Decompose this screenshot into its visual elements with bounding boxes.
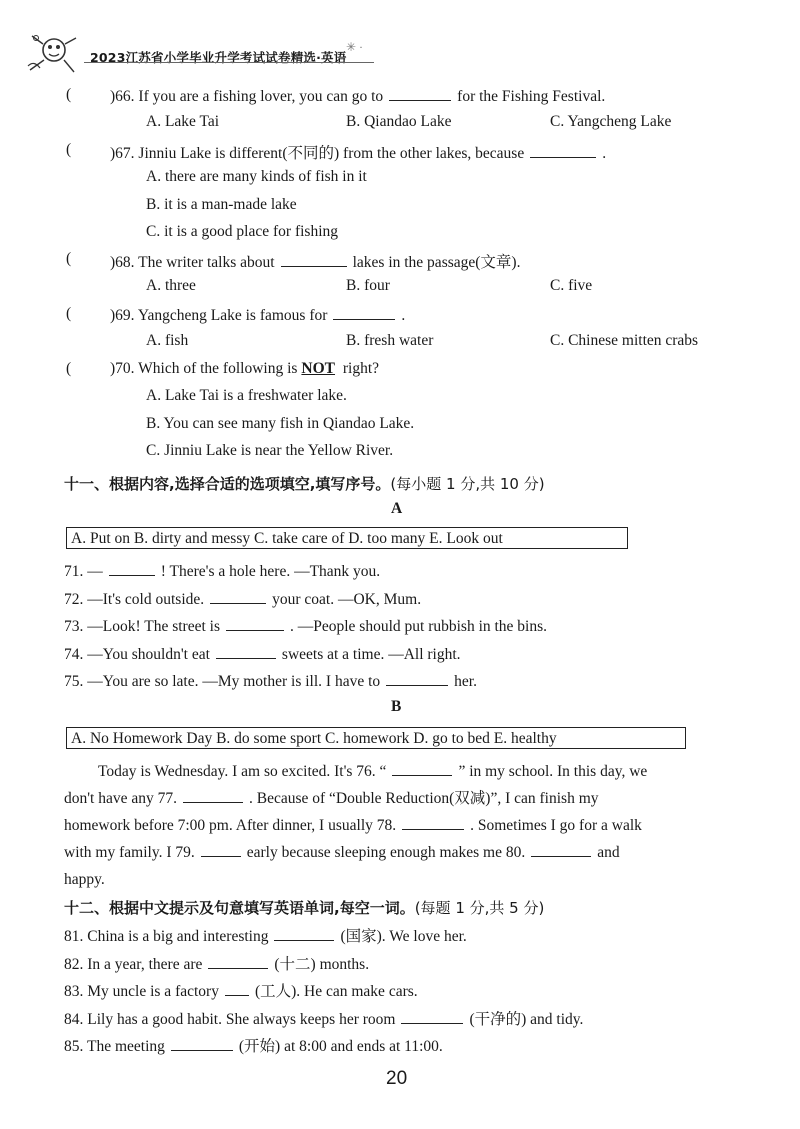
question-stem	[110, 360, 379, 378]
item-text: 73. —Look! The street is	[64, 618, 220, 635]
section11-part-b-label: B	[391, 698, 402, 715]
answer-blank[interactable]	[386, 671, 448, 686]
section11-title: 十一、根据内容,选择合适的选项填空,填写序号。(每小题 1 分,共 10 分)	[64, 475, 545, 493]
header-title: 2023江苏省小学毕业升学考试试卷精选·英语	[90, 50, 347, 65]
fill-item	[64, 952, 369, 974]
option-item[interactable]: A. fish	[146, 332, 189, 349]
option-item[interactable]: A. there are many kinds of fish in it	[146, 168, 367, 185]
option-item[interactable]: B. fresh water	[346, 332, 434, 349]
answer-blank[interactable]	[216, 644, 276, 659]
answer-blank[interactable]	[208, 954, 268, 969]
question-bracket[interactable]: (	[66, 141, 72, 158]
item-text: 81. China is a big and interesting	[64, 928, 269, 945]
passage-line	[64, 812, 642, 839]
stem-text: The writer talks about	[138, 254, 275, 271]
question-stem	[110, 141, 606, 163]
option-item[interactable]: B. four	[346, 277, 390, 294]
answer-blank[interactable]	[333, 305, 395, 320]
section11-part-a-word-box: A. Put on B. dirty and messy C. take care of D. too many E. Look out	[66, 527, 628, 549]
stem-text: Yangcheng Lake is famous for	[137, 307, 328, 324]
section11-part-b-word-box: A. No Homework Day B. do some sport C. homework D. go to bed E. healthy	[66, 727, 686, 749]
item-text: 83. My uncle is a factory	[64, 983, 219, 1000]
option-item[interactable]: A. Lake Tai is a freshwater lake.	[146, 387, 347, 404]
passage-text: don't have any 77.	[64, 790, 177, 807]
answer-blank[interactable]	[210, 589, 266, 604]
fill-item	[64, 1034, 443, 1056]
passage-line	[64, 866, 105, 893]
stem-text: Which of the following is	[138, 360, 298, 377]
answer-blank[interactable]	[226, 616, 284, 631]
item-text: (十二) months.	[274, 955, 370, 973]
passage-line	[64, 785, 599, 812]
question-stem	[110, 305, 405, 325]
passage-text: and	[597, 844, 620, 861]
answer-blank[interactable]	[183, 788, 243, 803]
stem-text: .	[602, 145, 607, 162]
item-text: 82. In a year, there are	[64, 955, 203, 973]
header-decoration-icon: ✳ ·	[346, 40, 364, 54]
stem-text: If you are a fishing lover, you can go to	[138, 88, 384, 105]
question-number: )70.	[110, 360, 139, 377]
option-item[interactable]: A. three	[146, 277, 196, 294]
answer-blank[interactable]	[274, 926, 334, 941]
page-number: 20	[386, 1068, 408, 1089]
fill-item	[64, 671, 477, 691]
option-item[interactable]: A. Lake Tai	[146, 113, 220, 130]
fill-item	[64, 589, 421, 609]
fill-item	[64, 644, 461, 664]
item-text: sweets at a time. —All right.	[281, 645, 461, 663]
item-text: . —People should put rubbish in the bins.	[289, 618, 548, 635]
stem-emphasis: NOT	[301, 360, 336, 377]
option-item[interactable]: B. it is a man-made lake	[146, 195, 297, 213]
fill-item	[64, 1007, 583, 1029]
passage-line	[64, 839, 620, 866]
option-item[interactable]: B. You can see many fish in Qiandao Lake.	[146, 414, 415, 432]
question-number: )67.	[110, 145, 139, 162]
answer-blank[interactable]	[531, 842, 591, 857]
item-text: (工人). He can make cars.	[254, 983, 418, 1000]
stem-text: lakes in the passage(文章).	[352, 254, 521, 271]
item-text: 71. —	[64, 563, 103, 580]
option-item[interactable]: C. Yangcheng Lake	[550, 113, 672, 130]
passage-text: early because sleeping enough makes me 80.	[246, 844, 526, 861]
passage-text: . Sometimes I go for a walk	[470, 817, 642, 834]
question-bracket[interactable]: (	[66, 250, 72, 267]
section12-title: 十二、根据中文提示及句意填写英语单词,每空一词。(每题 1 分,共 5 分)	[64, 899, 545, 917]
answer-blank[interactable]	[392, 761, 452, 776]
answer-blank[interactable]	[225, 981, 249, 996]
answer-blank[interactable]	[201, 842, 241, 857]
stem-text: right?	[342, 360, 380, 377]
option-item[interactable]: C. Chinese mitten crabs	[550, 332, 699, 349]
passage-text: . Because of “Double Reduction(双减)”, I can finish my	[249, 790, 599, 807]
passage-text: with my family. I 79.	[64, 844, 195, 861]
passage-text: happy.	[64, 871, 105, 888]
item-text: (开始) at 8:00 and ends at 11:00.	[238, 1038, 443, 1055]
question-number: )69.	[110, 307, 138, 324]
stem-text: .	[401, 307, 406, 324]
header-rule	[84, 62, 374, 63]
option-item[interactable]: B. Qiandao Lake	[346, 113, 452, 130]
question-bracket[interactable]: (	[66, 305, 72, 322]
question-bracket[interactable]: (	[66, 360, 72, 377]
fill-item	[64, 616, 547, 636]
item-text: 84. Lily has a good habit. She always keeps her room	[64, 1010, 396, 1028]
answer-blank[interactable]	[402, 815, 464, 830]
passage-text: homework before 7:00 pm. After dinner, I usually 78.	[64, 817, 397, 834]
item-text: her.	[454, 673, 477, 690]
answer-blank[interactable]	[530, 143, 596, 158]
item-text: (干净的) and tidy.	[469, 1010, 584, 1028]
item-text: ! There's a hole here. —Thank you.	[160, 563, 381, 580]
fill-item	[64, 561, 380, 581]
header-logo	[24, 30, 80, 76]
item-text: 75. —You are so late. —My mother is ill. I have to	[64, 673, 381, 690]
question-bracket[interactable]: (	[66, 86, 72, 103]
option-item[interactable]: C. five	[550, 277, 593, 294]
fill-item	[64, 924, 467, 946]
passage-text: Today is Wednesday. I am so excited. It's 76. “	[98, 763, 387, 780]
stem-text: Jinniu Lake is different(不同的) from the other lakes, because	[138, 145, 525, 162]
item-text: 74. —You shouldn't eat	[64, 645, 210, 663]
answer-blank[interactable]	[109, 561, 155, 576]
item-text: (国家). We love her.	[340, 928, 467, 945]
question-number: )66.	[110, 88, 139, 105]
item-text: 72. —It's cold outside.	[64, 590, 205, 608]
section11-part-a-label: A	[391, 500, 403, 517]
question-stem	[110, 86, 605, 106]
stem-text: for the Fishing Festival.	[457, 88, 606, 105]
passage-line	[98, 758, 647, 785]
item-text: 85. The meeting	[64, 1038, 165, 1055]
question-stem	[110, 250, 520, 272]
answer-blank[interactable]	[389, 86, 451, 101]
question-number: )68.	[110, 254, 139, 271]
fill-item	[64, 979, 418, 1001]
passage-text: ” in my school. In this day, we	[458, 763, 648, 780]
answer-blank[interactable]	[281, 252, 347, 267]
item-text: your coat. —OK, Mum.	[272, 590, 422, 608]
answer-blank[interactable]	[171, 1036, 233, 1051]
option-item[interactable]: C. Jinniu Lake is near the Yellow River.	[146, 442, 394, 459]
answer-blank[interactable]	[401, 1009, 463, 1024]
option-item[interactable]: C. it is a good place for fishing	[146, 223, 338, 240]
